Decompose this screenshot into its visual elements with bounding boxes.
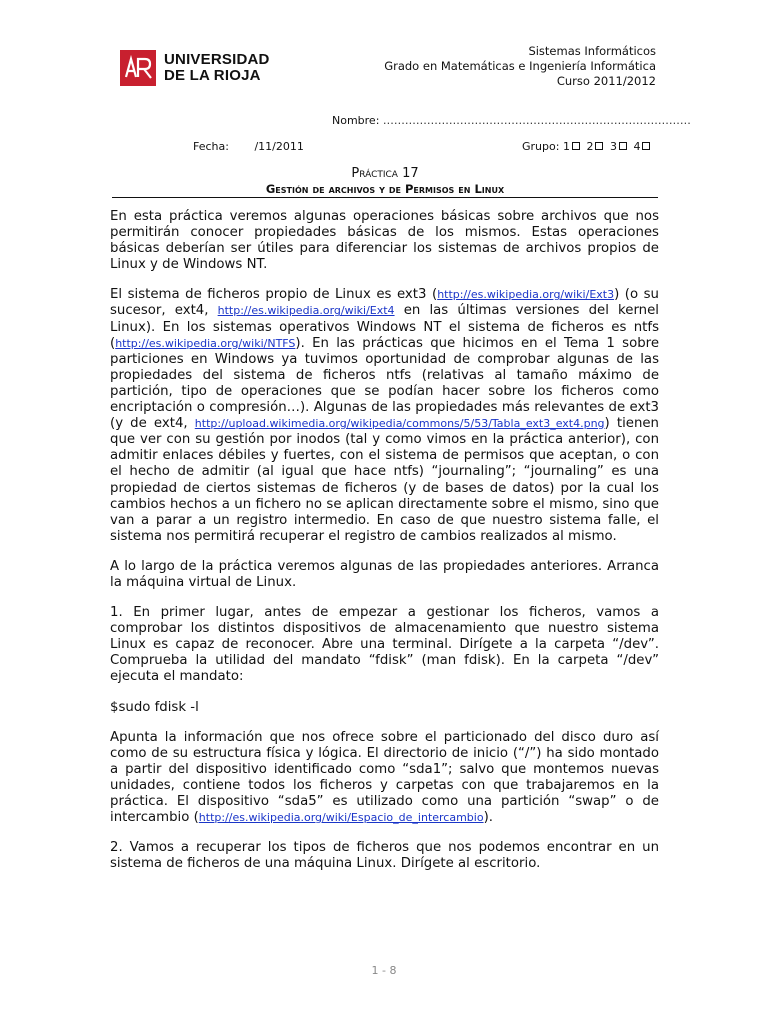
name-field [332, 114, 691, 127]
paragraph-filesystems [110, 287, 659, 545]
course-degree: Grado en Matemáticas e Ingeniería Informática [384, 59, 656, 73]
paragraph-intro: En esta práctica veremos algunas operaciones básicas sobre archivos que nos permitirán conocer propiedades básicas de los mismos. Estas operaciones básicas deberían ser útiles para diferenciar los sistemas de archivos propios de Linux y de Windows NT. [110, 209, 659, 273]
page-title [112, 166, 658, 197]
text-run: ). [483, 810, 493, 826]
group-field [522, 140, 653, 153]
title-divider [112, 197, 658, 198]
name-dots: ………………………………………………………………………… [382, 114, 691, 127]
group-option: 3 [609, 140, 617, 153]
paragraph-partitions [110, 730, 659, 827]
date-label: Fecha: [193, 140, 229, 153]
text-run: El sistema de ficheros propio de Linux es ext3 ( [110, 287, 438, 303]
text-run: ) (o su sucesor, ext4, [110, 287, 659, 319]
course-subject: Sistemas Informáticos [528, 44, 656, 58]
date-field [193, 140, 304, 153]
date-value: /11/2011 [254, 140, 304, 153]
checkbox-icon [619, 142, 627, 150]
group-option: 4 [633, 140, 641, 153]
university-name-line2: DE LA RIOJA [164, 67, 261, 84]
page-number: 1 - 8 [371, 964, 397, 977]
course-info [384, 44, 656, 89]
link-ext3[interactable]: http://es.wikipedia.org/wiki/Ext3 [437, 288, 615, 302]
group-option: 2 [586, 140, 594, 153]
university-logo [120, 50, 270, 86]
checkbox-icon [572, 142, 580, 150]
group-option: 1 [562, 140, 570, 153]
checkbox-icon [642, 142, 650, 150]
practice-number: Práctica 17 [351, 166, 419, 181]
text-run: en las últimas versiones del kernel Linux). En los sistemas operativos Windows NT el sistema de ficheros es ntfs ( [110, 303, 659, 351]
command-line: $sudo fdisk -l [110, 699, 199, 715]
text-run: ) tienen que ver con su gestión por inodos (tal y como vimos en la práctica anterior), con admitir enlaces débiles y fuertes, con el sistema de permisos que aceptan, o con el hecho de admitir (al igual que hace ntfs) “journaling”; “journaling” es una propiedad de ciertos sistemas de ficheros (y de bases de datos) por la cual los cambios hechos a un fichero no se aplican directamente sobre el mismo, sino que van a parar a un registro intermedio. En caso de que nuestro sistema falle, el sistema nos permitirá recuperar el registro de cambios realizados al mismo. [110, 416, 659, 544]
link-table-ext3-ext4[interactable]: http://upload.wikimedia.org/wikipedia/commons/5/53/Tabla_ext3_ext4.png [194, 417, 605, 431]
university-emblem-icon [120, 50, 156, 86]
name-label: Nombre: [332, 114, 380, 127]
link-ext4[interactable]: http://es.wikipedia.org/wiki/Ext4 [217, 304, 395, 318]
paragraph-step-2: 2. Vamos a recuperar los tipos de ficheros que nos podemos encontrar en un sistema de ficheros de una máquina Linux. Dirígete al escritorio. [110, 840, 659, 872]
university-name-line1: UNIVERSIDAD [164, 51, 270, 68]
link-swap[interactable]: http://es.wikipedia.org/wiki/Espacio_de_intercambio [198, 811, 484, 825]
paragraph-step-1: 1. En primer lugar, antes de empezar a gestionar los ficheros, vamos a comprobar los distintos dispositivos de almacenamiento que nuestro sistema Linux es capaz de reconocer. Abre una terminal. Dirígete a la carpeta “/dev”. Comprueba la utilidad del mandato “fdisk” (man fdisk). En la carpeta “/dev” ejecuta el mandato: [110, 605, 659, 685]
paragraph-overview: A lo largo de la práctica veremos algunas de las propiedades anteriores. Arranca la máquina virtual de Linux. [110, 558, 659, 590]
document-body [110, 209, 659, 886]
text-run: Apunta la información que nos ofrece sobre el particionado del disco duro así como de su estructura física y lógica. El directorio de inicio (“/”) ha sido montado a partir del dispositivo identificado como “sda1”; salvo que montemos nuevas unidades, contiene todos los ficheros y carpetas con que trabajaremos en la práctica. El dispositivo “sda5” es utilizado como una partición “swap” o de intercambio ( [110, 729, 659, 826]
practice-subtitle: Gestión de archivos y de Permisos en Linux [265, 182, 505, 196]
checkbox-icon [595, 142, 603, 150]
link-ntfs[interactable]: http://es.wikipedia.org/wiki/NTFS [115, 336, 296, 350]
group-label: Grupo: [522, 140, 560, 153]
text-run: ). En las prácticas que hicimos en el Tema 1 sobre particiones en Windows ya tuvimos oportunidad de comprobar algunas de las propiedades del sistema de ficheros ntfs (relativas al tamaño máximo de partición, tipo de operaciones que se podían hacer sobre los ficheros como encriptación o compresión…). Algunas de las propiedades más relevantes de ext3 (y de ext4, [110, 335, 659, 432]
course-year: Curso 2011/2012 [556, 74, 656, 88]
university-name [164, 52, 270, 84]
